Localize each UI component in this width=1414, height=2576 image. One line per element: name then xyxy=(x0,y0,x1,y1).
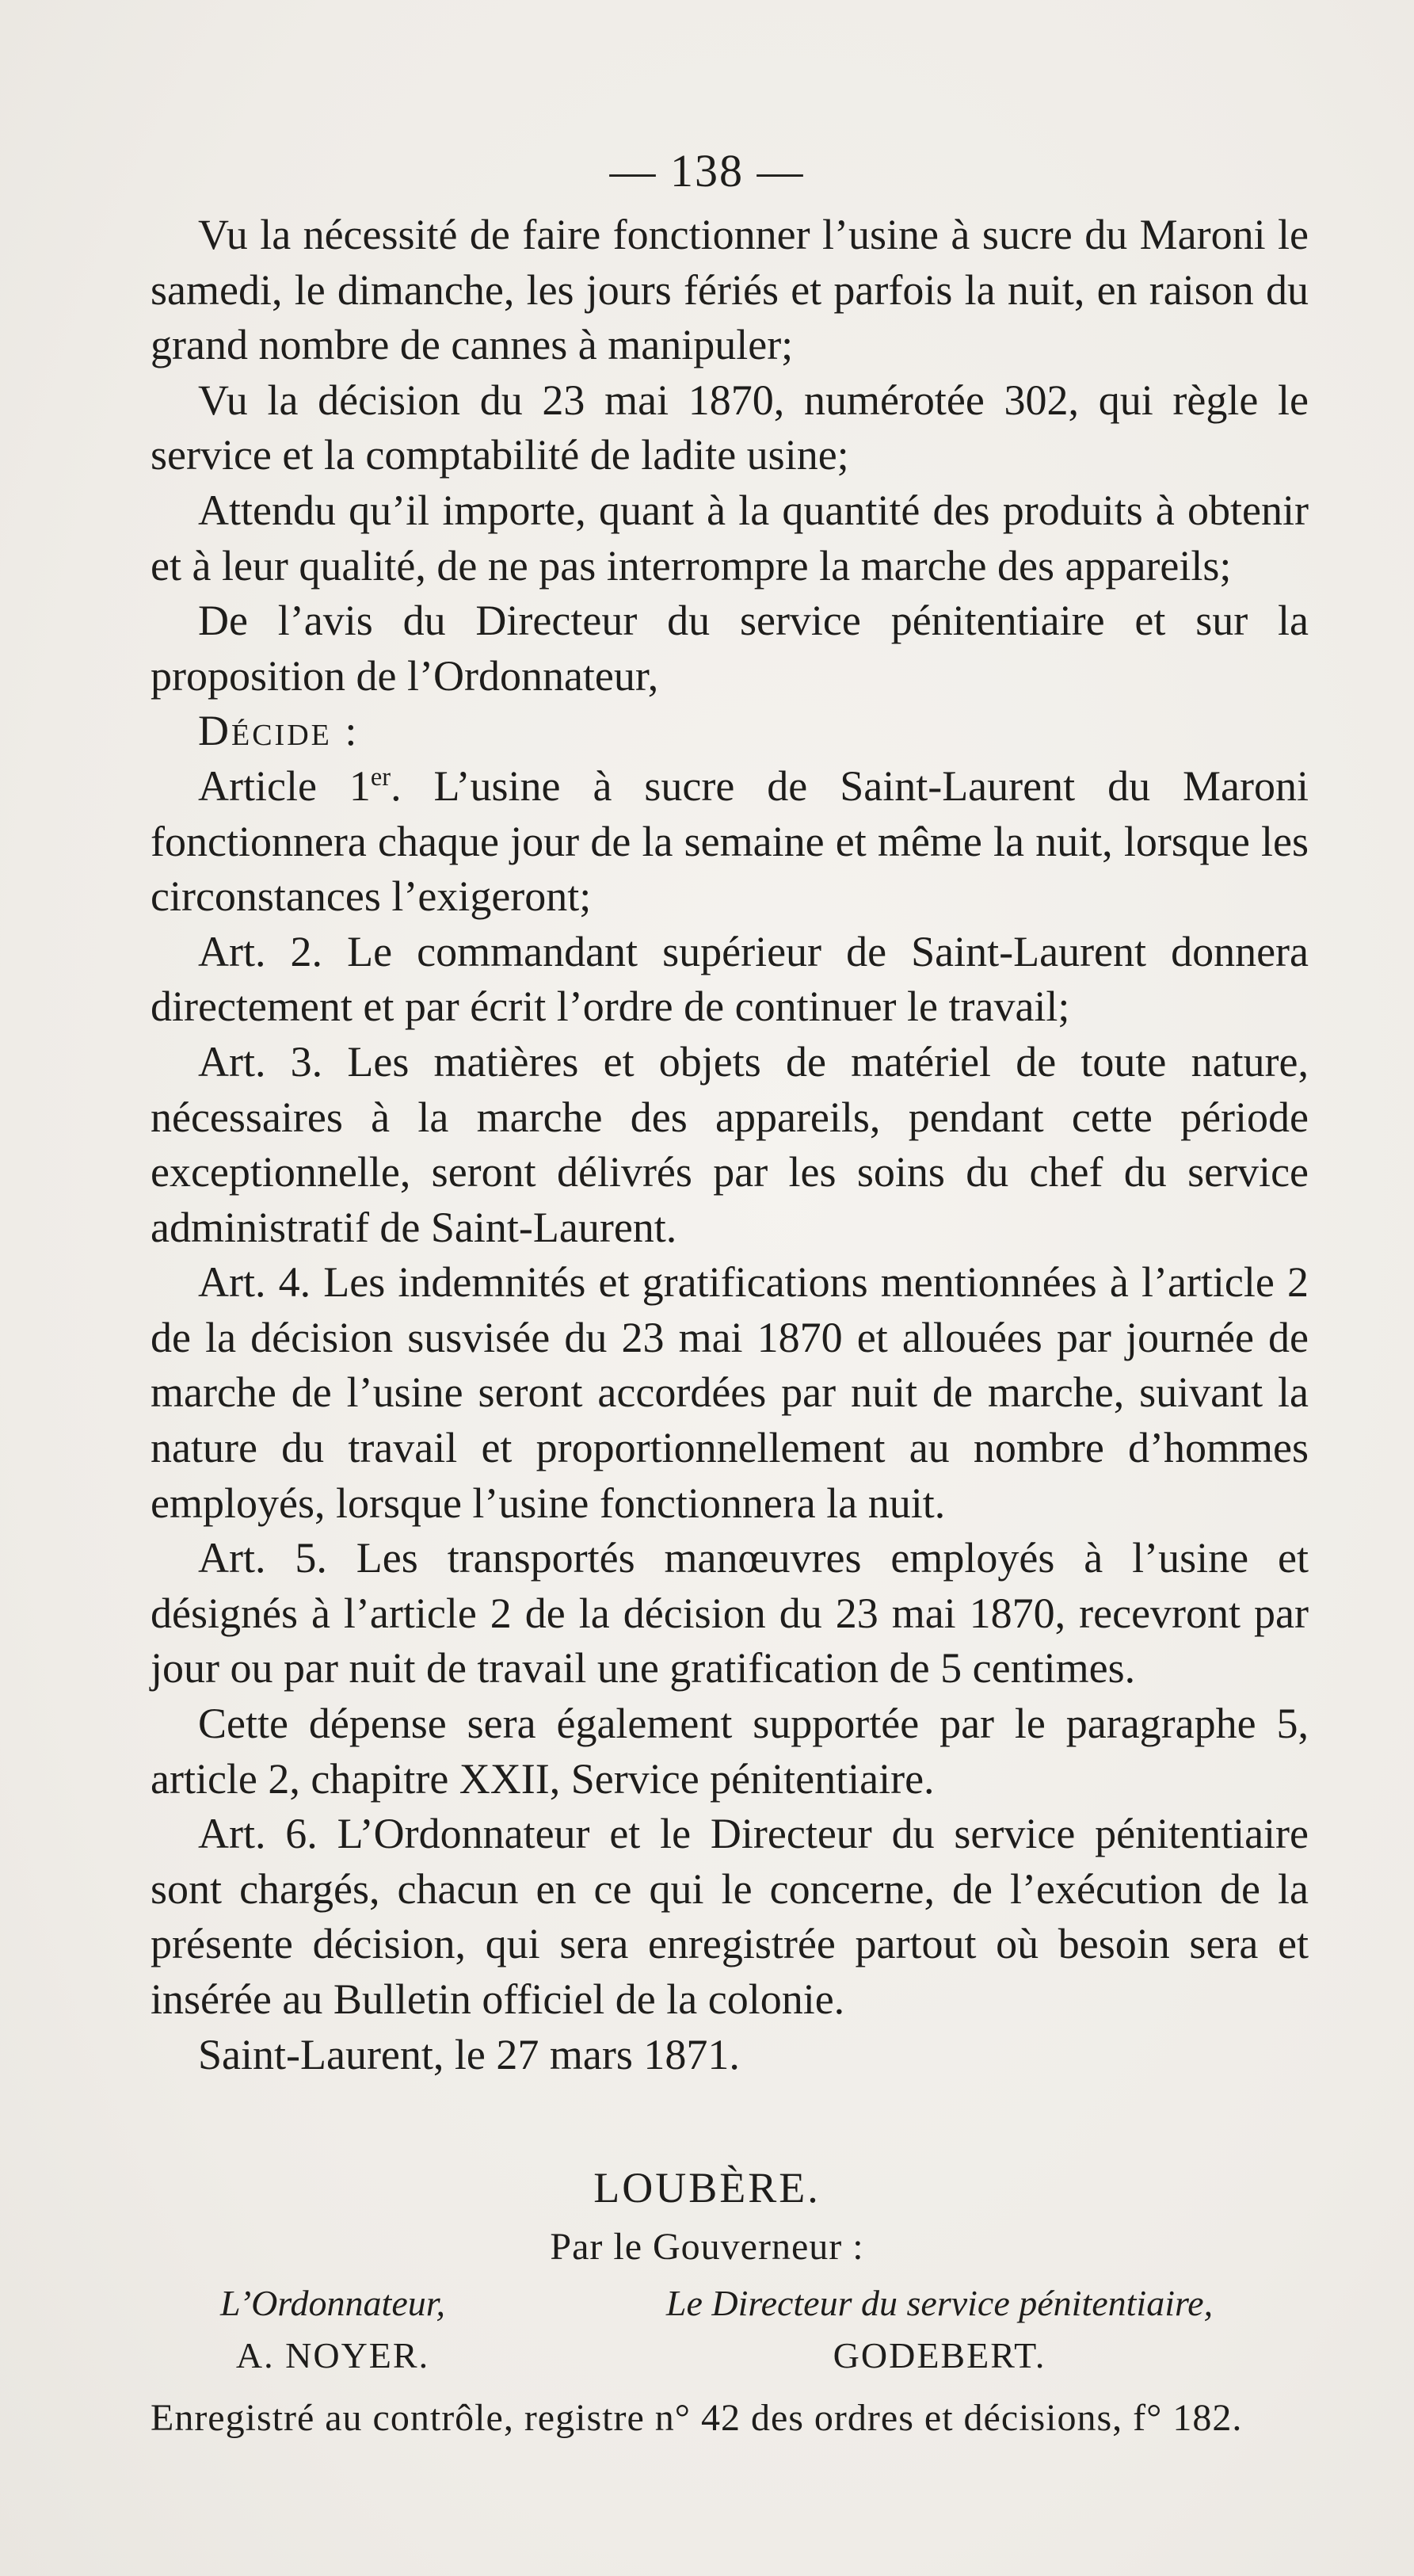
paragraph-prior-decision: Vu la décision du 23 mai 1870, numérotée 302, qui règle le service et la comptabilité de ladite usine; xyxy=(151,376,1309,479)
place-and-date: Saint-Laurent, le 27 mars 1871. xyxy=(198,2030,740,2078)
article-1-superscript: er xyxy=(370,762,391,792)
paragraph-considering-sugar-factory: Vu la nécessité de faire fonctionner l’usine à sucre du Maroni le samedi, le dimanche, les jours fériés et parfois la nuit, en raison du grand nombre de cannes à manipuler; xyxy=(151,211,1309,369)
by-governor-line: Par le Gouverneur : xyxy=(550,2226,864,2268)
article-6: Art. 6. L’Ordonnateur et le Directeur du service pénitentiaire sont chargés, chacun en ce qui le concerne, de l’exécution de la présente décision, qui sera enregistrée partout où besoin sera et insérée au Bulletin officiel de la colonie. xyxy=(151,1810,1309,2023)
article-1-prefix: Article 1 xyxy=(198,761,371,810)
signatories xyxy=(151,2277,1309,2388)
signatory-right-role: Le Directeur du service pénitentiaire, xyxy=(665,2283,1214,2323)
decision-body xyxy=(151,208,1309,2082)
article-5: Art. 5. Les transportés manœuvres employés à l’usine et désignés à l’article 2 de la décision du 23 mai 1870, recevront par jour ou par nuit de travail une gratification de 5 centimes. xyxy=(151,1534,1309,1693)
article-1 xyxy=(151,759,1309,925)
article-3: Art. 3. Les matières et objets de matériel de toute nature, nécessaires à la marche des appareils, pendant cette période exceptionnelle, seront délivrés par les soins du chef du service administratif de Saint-Laurent. xyxy=(151,1037,1309,1251)
article-1-text: . L’usine à sucre de Saint-Laurent du Maroni fonctionnera chaque jour de la semaine et même la nuit, lorsque les circonstances l’exigeront; xyxy=(151,761,1309,921)
governor-signature: LOUBÈRE. xyxy=(593,2164,821,2212)
paragraph-whereas: Attendu qu’il importe, quant à la quantité des produits à obtenir et à leur qualité, de ne pas interrompre la marche des appareils; xyxy=(151,486,1309,590)
signatory-left-name: A. NOYER. xyxy=(235,2335,430,2376)
paragraph-opinion-director: De l’avis du Directeur du service pénitentiaire et sur la proposition de l’Ordonnateur, xyxy=(151,597,1309,700)
expense-note: Cette dépense sera également supportée par le paragraphe 5, article 2, chapitre XXII, Service pénitentiaire. xyxy=(151,1700,1309,1803)
signatory-left xyxy=(151,2277,515,2382)
signatory-right-name: GODEBERT. xyxy=(833,2335,1046,2376)
article-2: Art. 2. Le commandant supérieur de Saint-Laurent donnera directement et par écrit l’ordre de continuer le travail; xyxy=(151,927,1309,1031)
signatory-left-role: L’Ordonnateur, xyxy=(219,2283,446,2323)
registration-note: Enregistré au contrôle, registre n° 42 des ordres et décisions, f° 182. xyxy=(151,2397,1243,2439)
article-4: Art. 4. Les indemnités et gratifications mentionnées à l’article 2 de la décision susvisée du 23 mai 1870 et allouées par journée de marche de l’usine seront accordées par nuit de marche, suivant la nature du travail et proportionnellement au nombre d’hommes employés, lorsque l’usine fonctionnera la nuit. xyxy=(151,1258,1309,1527)
signatory-right xyxy=(570,2277,1309,2382)
page-number: — 138 — xyxy=(609,145,805,197)
decide-heading: Décide : xyxy=(198,707,360,755)
